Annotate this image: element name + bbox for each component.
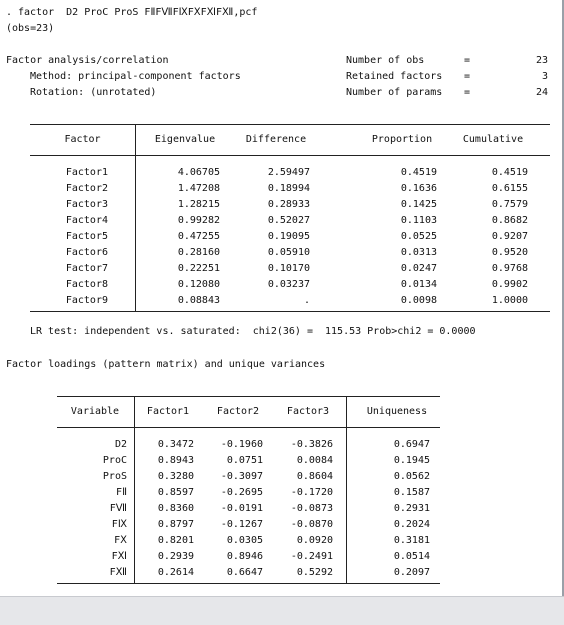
table-cell: 0.9207 (491, 231, 528, 242)
table-cell: 0.0514 (393, 551, 430, 562)
variable-label: D2 (114, 439, 127, 450)
factor-label: Factor8 (65, 279, 108, 290)
stat-label: Number of obs (346, 55, 425, 66)
table-cell: 0.47255 (177, 231, 220, 242)
table-cell: 0.0084 (296, 455, 333, 466)
loadings-title: Factor loadings (pattern matrix) and unique variances (6, 359, 326, 370)
table-cell: 0.0305 (226, 535, 263, 546)
table-cell: 0.1103 (400, 215, 437, 226)
factor-label: Factor5 (65, 231, 108, 242)
table-cell: 0.9768 (491, 263, 528, 274)
variable-label: FⅦ (109, 503, 127, 514)
table-cell: 0.8946 (226, 551, 263, 562)
table-cell: -0.3097 (220, 471, 263, 482)
stat-eq: = (464, 87, 471, 98)
command-text: factor D2 ProC ProS FⅡFⅦFⅨFⅩFⅪFⅫ,pcf (18, 7, 258, 18)
table-cell: -0.1720 (290, 487, 333, 498)
table-cell: 0.0134 (400, 279, 437, 290)
status-bar (0, 596, 564, 625)
table-cell: 0.5292 (296, 567, 333, 578)
factor-label: Factor4 (65, 215, 108, 226)
variable-label: ProS (102, 471, 127, 482)
stat-label: Retained factors (346, 71, 443, 82)
table-cell: 0.8943 (157, 455, 194, 466)
table-rule (57, 583, 440, 584)
stat-value: 24 (535, 87, 548, 98)
factor-label: Factor3 (65, 199, 108, 210)
table-cell: -0.3826 (290, 439, 333, 450)
table-cell: 0.99282 (177, 215, 220, 226)
table-cell: 0.6947 (393, 439, 430, 450)
factor-label: Factor6 (65, 247, 108, 258)
table-cell: 0.9902 (491, 279, 528, 290)
table-cell: 0.0247 (400, 263, 437, 274)
table-cell: 0.1587 (393, 487, 430, 498)
table-cell: 0.12080 (177, 279, 220, 290)
table-cell: 0.28160 (177, 247, 220, 258)
rotation-line: Rotation: (unrotated) (30, 87, 157, 98)
stat-eq: = (464, 55, 471, 66)
table-cell: -0.0191 (220, 503, 263, 514)
factor-label: Factor1 (65, 167, 108, 178)
table-cell: 0.8360 (157, 503, 194, 514)
column-header: Uniqueness (366, 406, 428, 417)
variable-label: ProC (102, 455, 127, 466)
table-rule (30, 155, 550, 156)
column-divider (346, 396, 347, 584)
table-cell: 0.19095 (267, 231, 310, 242)
table-cell: 1.47208 (177, 183, 220, 194)
column-header: Cumulative (462, 134, 524, 145)
table-cell: 0.2097 (393, 567, 430, 578)
method-line: Method: principal-component factors (30, 71, 241, 82)
table-cell: 0.1636 (400, 183, 437, 194)
column-header: Factor (64, 134, 101, 145)
obs-count: (obs=23) (6, 23, 55, 34)
column-header: Factor2 (216, 406, 260, 417)
table-rule (30, 311, 550, 312)
table-cell: 0.0751 (226, 455, 263, 466)
table-cell: 0.18994 (267, 183, 310, 194)
column-header: Difference (245, 134, 307, 145)
column-header: Eigenvalue (154, 134, 216, 145)
variable-label: FⅨ (111, 519, 127, 530)
table-cell: -0.0873 (290, 503, 333, 514)
table-cell: 0.28933 (267, 199, 310, 210)
variable-label: FⅡ (116, 487, 127, 498)
table-cell: 0.0920 (296, 535, 333, 546)
table-cell: 0.4519 (400, 167, 437, 178)
table-cell: 0.7579 (491, 199, 528, 210)
column-header: Factor3 (286, 406, 330, 417)
stat-value: 23 (535, 55, 548, 66)
table-cell: 0.8201 (157, 535, 194, 546)
column-header: Proportion (371, 134, 433, 145)
table-cell: 0.03237 (267, 279, 310, 290)
table-cell: 0.2024 (393, 519, 430, 530)
column-header: Factor1 (146, 406, 190, 417)
table-cell: 0.4519 (491, 167, 528, 178)
table-cell: 0.0313 (400, 247, 437, 258)
table-rule (30, 124, 550, 125)
table-cell: -0.2695 (220, 487, 263, 498)
command-prompt: . (6, 7, 13, 18)
table-cell: 0.1945 (393, 455, 430, 466)
factor-label: Factor7 (65, 263, 108, 274)
table-cell: 0.8682 (491, 215, 528, 226)
variable-label: FⅪ (111, 551, 127, 562)
table-cell: 0.2614 (157, 567, 194, 578)
column-divider (135, 124, 136, 312)
table-cell: 0.8797 (157, 519, 194, 530)
table-rule (57, 427, 440, 428)
table-cell: 0.6647 (226, 567, 263, 578)
table-cell: 0.08843 (177, 295, 220, 306)
variable-label: FⅫ (109, 567, 127, 578)
factor-label: Factor9 (65, 295, 108, 306)
table-cell: 0.6155 (491, 183, 528, 194)
table-cell: 0.9520 (491, 247, 528, 258)
table-cell: 0.0525 (400, 231, 437, 242)
table-cell: 0.8597 (157, 487, 194, 498)
table-cell: 0.0098 (400, 295, 437, 306)
table-cell: 0.2931 (393, 503, 430, 514)
table-cell: 0.2939 (157, 551, 194, 562)
stat-eq: = (464, 71, 471, 82)
table-cell: 2.59497 (267, 167, 310, 178)
table-cell: . (303, 295, 310, 306)
table-cell: 0.0562 (393, 471, 430, 482)
variable-label: FⅩ (114, 535, 127, 546)
table-cell: 0.1425 (400, 199, 437, 210)
table-cell: 0.52027 (267, 215, 310, 226)
table-cell: -0.2491 (290, 551, 333, 562)
table-cell: 0.05910 (267, 247, 310, 258)
table-cell: 0.8604 (296, 471, 333, 482)
table-cell: -0.1960 (220, 439, 263, 450)
table-cell: 1.28215 (177, 199, 220, 210)
lr-test-line: LR test: independent vs. saturated: chi2(36) = 115.53 Prob>chi2 = 0.0000 (30, 326, 476, 337)
column-header: Variable (70, 406, 120, 417)
table-cell: -0.1267 (220, 519, 263, 530)
stat-label: Number of params (346, 87, 443, 98)
factor-label: Factor2 (65, 183, 108, 194)
table-cell: 0.3181 (393, 535, 430, 546)
table-cell: 0.3280 (157, 471, 194, 482)
table-cell: 1.0000 (491, 295, 528, 306)
table-cell: 4.06705 (177, 167, 220, 178)
table-cell: 0.22251 (177, 263, 220, 274)
table-cell: 0.10170 (267, 263, 310, 274)
analysis-title: Factor analysis/correlation (6, 55, 169, 66)
table-cell: -0.0870 (290, 519, 333, 530)
column-divider (134, 396, 135, 584)
table-cell: 0.3472 (157, 439, 194, 450)
table-rule (57, 396, 440, 397)
stat-value: 3 (541, 71, 548, 82)
